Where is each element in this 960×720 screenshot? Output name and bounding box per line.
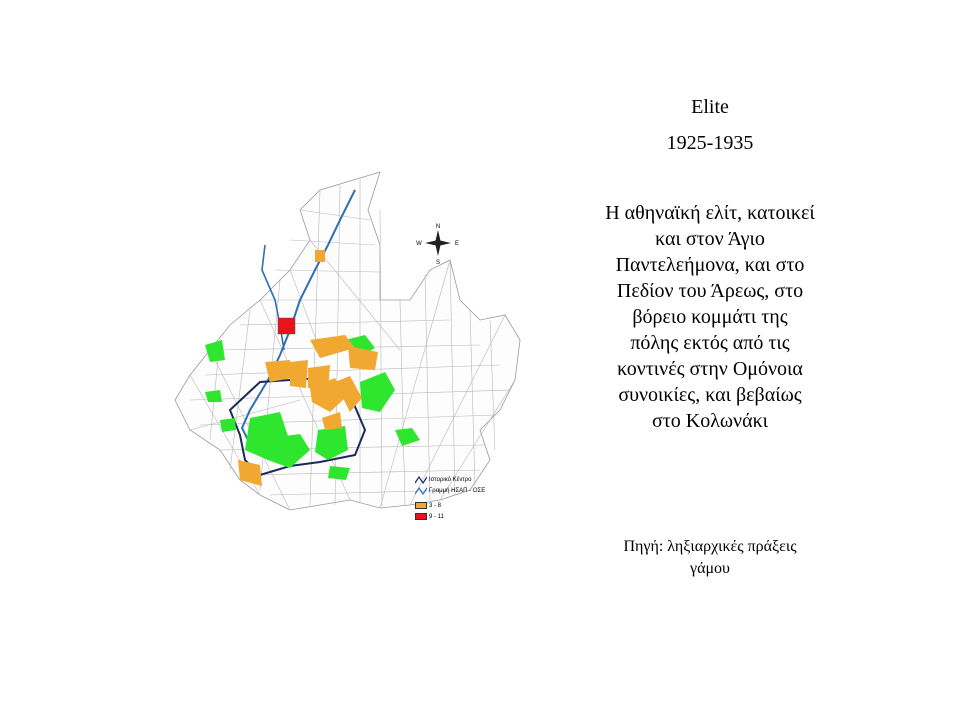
compass-e: E xyxy=(454,241,460,247)
legend-class-3-8 xyxy=(415,500,485,511)
rail-line-icon xyxy=(415,487,427,495)
legend-label: 3 - 8 xyxy=(429,502,442,509)
orange-swatch xyxy=(415,502,427,509)
desc-line: στο Κολωνάκι xyxy=(651,410,769,432)
source-note xyxy=(575,536,845,580)
desc-line: Παντελεήμονα, και στο xyxy=(615,254,805,276)
slide-period: 1925-1935 xyxy=(666,132,754,154)
desc-line: συνοικίες, και βεβαίως xyxy=(618,384,802,406)
legend-label: Γραμμή ΗΣΑΠ - ΟΣΕ xyxy=(429,487,486,494)
desc-line: και στον Άγιο xyxy=(655,228,765,250)
source-line: γάμου xyxy=(690,560,730,577)
legend-label: 9 - 11 xyxy=(429,513,444,520)
compass-w: W xyxy=(416,241,422,247)
desc-line: πόλης εκτός από τις xyxy=(630,332,790,354)
desc-line: κοντινές στην Ομόνοια xyxy=(617,358,803,380)
desc-line: Η αθηναϊκή ελίτ, κατοικεί xyxy=(605,202,815,224)
legend-label: Ιστορικό Κέντρο xyxy=(429,476,472,483)
athens-map xyxy=(150,150,550,550)
source-line: Πηγή: ληξιαρχικές πράξεις xyxy=(623,538,797,555)
map-legend xyxy=(415,474,485,522)
desc-line: Πεδίον του Άρεως, στο xyxy=(616,280,804,302)
compass-icon xyxy=(415,220,461,266)
compass-s: S xyxy=(435,260,441,266)
legend-rail-line xyxy=(415,485,485,496)
map-svg xyxy=(150,150,550,550)
desc-line: βόρειο κομμάτι της xyxy=(632,306,788,328)
compass-n: N xyxy=(435,224,441,230)
historic-center-line-icon xyxy=(415,476,427,484)
slide-description xyxy=(560,200,860,434)
legend-historic-center xyxy=(415,474,485,485)
legend-class-9-11 xyxy=(415,511,485,522)
red-swatch xyxy=(415,513,427,520)
slide-title: Elite xyxy=(691,96,729,118)
compass-rose xyxy=(415,220,461,266)
red-area xyxy=(278,318,295,334)
